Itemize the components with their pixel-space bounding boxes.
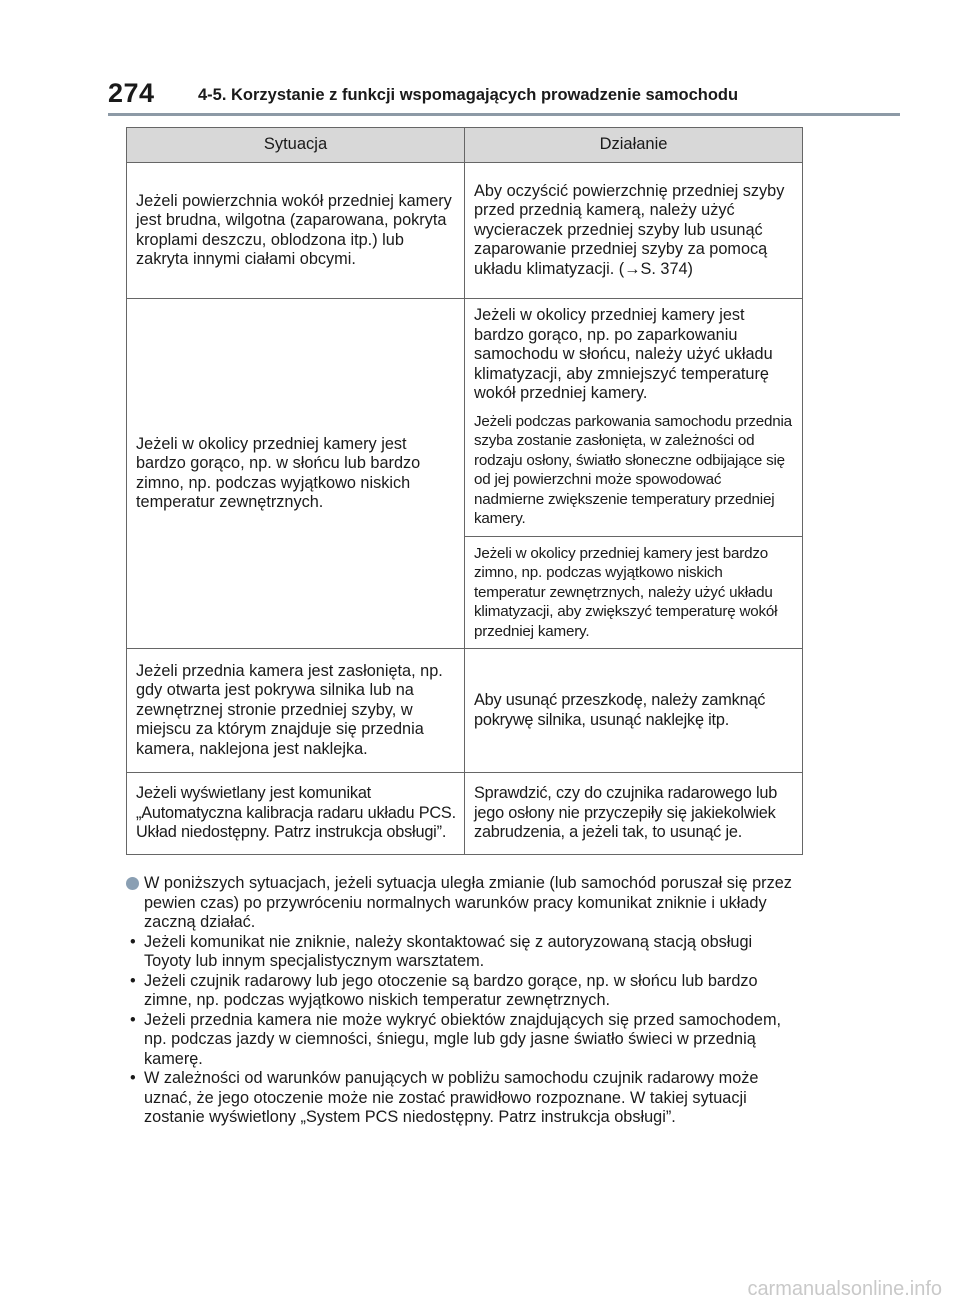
list-item-text: Jeżeli komunikat nie zniknie, należy skontaktować się z autoryzowaną stacją obsługi Toyoty lub innym specjalistycznym warsztatem. (144, 932, 753, 970)
list-item-text: Jeżeli przednia kamera nie może wykryć obiektów znajdujących się przed samochodem, np. podczas jazdy w ciemności, śniegu, mgle lub gdy jasne światło świeci w przednią kamerę. (144, 1010, 782, 1068)
list-item-text: Jeżeli czujnik radarowy lub jego otoczenie są bardzo gorące, np. w słońcu lub bardzo zimne, np. podczas wyjątkowo niskich temperatur zewnętrznych. (144, 971, 758, 1009)
action-cell: Aby usunąć przeszkodę, należy zamknąć pokrywę silnika, usunąć naklejkę itp. (465, 649, 803, 773)
bullet-icon: • (130, 1010, 136, 1029)
table-row (127, 649, 803, 773)
lead-paragraph (126, 874, 802, 933)
bullet-list (126, 933, 802, 1128)
situation-cell: Jeżeli powierzchnia wokół przedniej kamery jest brudna, wilgotna (zaparowana, pokryta kroplami deszczu, oblodzona itp.) lub zakryta innymi ciałami obcymi. (127, 163, 465, 299)
watermark: carmanualsonline.info (747, 1278, 942, 1300)
action-cell (465, 299, 803, 649)
list-item (126, 1069, 802, 1128)
header-divider (108, 113, 900, 116)
bullet-icon: • (130, 971, 136, 990)
situation-cell: Jeżeli przednia kamera jest zasłonięta, np. gdy otwarta jest pokrywa silnika lub na zewnętrznej stronie przedniej szyby, w miejscu za którym znajduje się przednia kamera, naklejona jest naklejka. (127, 649, 465, 773)
list-item (126, 933, 802, 972)
notes-section (126, 874, 802, 1128)
chapter-title: 4-5. Korzystanie z funkcji wspomagających prowadzenie samochodu (198, 86, 739, 104)
table-row (127, 299, 803, 649)
table-header-row (127, 128, 803, 163)
list-item (126, 1011, 802, 1070)
action-cold: Jeżeli w okolicy przedniej kamery jest bardzo zimno, np. podczas wyjątkowo niskich temperatur zewnętrznych, należy użyć układu klimatyzacji, aby zwiększyć temperaturę wokół przedniej kamery. (465, 536, 802, 649)
action-cell: Sprawdzić, czy do czujnika radarowego lub jego osłony nie przyczepiły się jakiekolwiek zabrudzenia, a jeżeli tak, to usunąć je. (465, 773, 803, 855)
situation-table (126, 127, 803, 855)
list-item (126, 972, 802, 1011)
table-row (127, 163, 803, 299)
action-hot-text: Jeżeli w okolicy przedniej kamery jest bardzo gorąco, np. po zaparkowaniu samochodu w słońcu, należy użyć układu klimatyzacji, aby zmniejszyć temperaturę wokół przedniej kamery. (474, 306, 773, 402)
list-item-text: W zależności od warunków panujących w pobliżu samochodu czujnik radarowy może uznać, że jego otoczenie może nie zostać prawidłowo rozpoznane. W takiej sytuacji zostanie wyświetlony „System PCS niedostępny. Patrz instrukcja obsługi”. (144, 1069, 759, 1126)
action-cell: Aby oczyścić powierzchnię przedniej szyby przed przednią kamerą, należy użyć wycieraczek przedniej szyby lub usunąć zaparowanie przedniej szyby za pomocą układu klimatyzacji. (→S. 374) (465, 163, 803, 299)
situation-cell: Jeżeli wyświetlany jest komunikat „Automatyczna kalibracja radaru układu PCS. Układ niedostępny. Patrz instrukcja obsługi”. (127, 773, 465, 855)
situation-cell: Jeżeli w okolicy przedniej kamery jest bardzo gorąco, np. w słońcu lub bardzo zimno, np. podczas wyjątkowo niskich temperatur zewnętrznych. (127, 299, 465, 649)
lead-text: W poniższych sytuacjach, jeżeli sytuacja uległa zmianie (lub samochód poruszał się przez pewien czas) po przywróceniu normalnych warunków pracy komunikat zniknie i układy zaczną działać. (144, 874, 792, 931)
bullet-circle-icon (126, 877, 139, 890)
column-header-situation: Sytuacja (127, 128, 465, 163)
page-number: 274 (108, 78, 155, 108)
action-hot-note: Jeżeli podczas parkowania samochodu przednia szyba zostanie zasłonięta, w zależności od rodzaju osłony, światło słoneczne odbijające się od jej powierzchni może spowodować nadmierne zwiększenie temperatury przedniej kamery. (474, 412, 792, 527)
action-hot (465, 299, 802, 536)
bullet-icon: • (130, 1069, 136, 1087)
bullet-icon: • (130, 932, 136, 951)
column-header-action: Działanie (465, 128, 803, 163)
table-row (127, 773, 803, 855)
